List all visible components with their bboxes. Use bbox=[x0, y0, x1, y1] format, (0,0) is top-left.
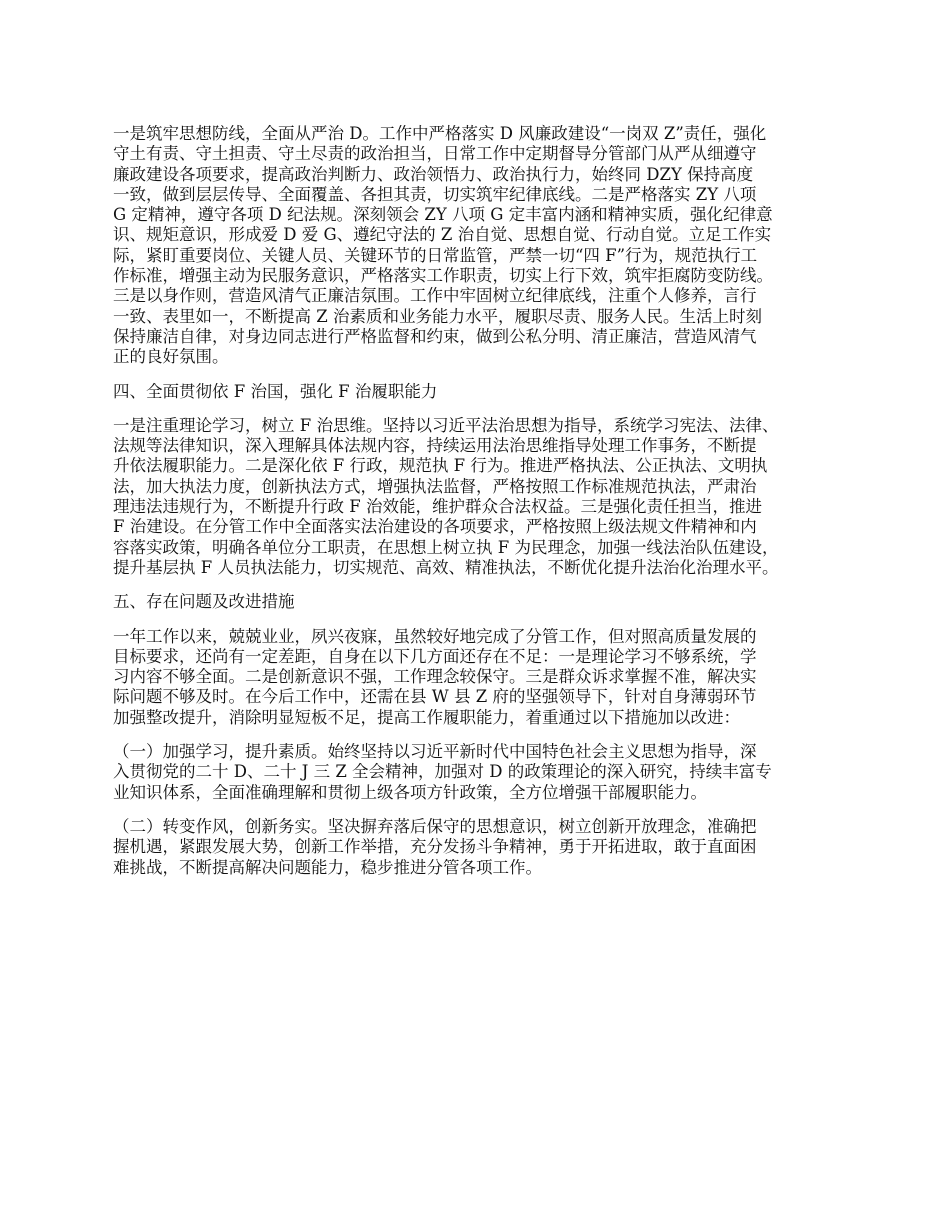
section-heading-rule-of-law: 四、全面贯彻依 F 治国，强化 F 治履职能力 bbox=[113, 381, 438, 401]
section-heading-problems: 五、存在问题及改进措施 bbox=[113, 592, 295, 612]
paragraph-measure-1: （一）加强学习，提升素质。始终坚持以习近平新时代中国特色社会主义思想为指导，深 入贯彻党的二十 D、二十 J 三 Z 全会精神，加强对 D 的政策理论的深入研究，持续丰富专 业知识体系，全面准确理解和贯彻上级各项方针政策，全方位增强干部履职能力。 bbox=[113, 742, 772, 802]
paragraph-measure-2: （二）转变作风，创新务实。坚决摒弃落后保守的思想意识，树立创新开放理念，准确把 握机遇，紧跟发展大势，创新工作举措，充分发扬斗争精神，勇于开拓进取，敢于直面困 难挑战，不断提高解决问题能力，稳步推进分管各项工作。 bbox=[113, 816, 757, 877]
paragraph-discipline: 一是筑牢思想防线，全面从严治 D。工作中严格落实 D 风廉政建设“一岗双 Z”责任，强化 守土有责、守土担责、守土尽责的政治担当，日常工作中定期督导分管部门从严从细遵守 廉政建设各项要求，提高政治判断力、政治领悟力、政治执行力，始终同 DZY 保持高度 一致，做到层层传导、全面覆盖、各担其责，切实筑牢纪律底线。二是严格落实 ZY 八项 G 定精神，遵守各项 D 纪法规。深刻领会 ZY 八项 G 定丰富内涵和精神实质，强化纪律意 识、规矩意识，形成爱 D 爱 G、遵纪守法的 Z 治自觉、思想自觉、行动自觉。立足工作实 际，紧盯重要岗位、关键人员、关键环节的日常监管，严禁一切“四 F”行为，规范执行工 作标准，增强主动为民服务意识，严格落实工作职责，切实上行下效，筑牢拒腐防变防线。 三是以身作则，营造风清气正廉洁氛围。工作中牢固树立纪律底线，注重个人修养，言行 一致、表里如一，不断提高 Z 治素质和业务能力水平，履职尽责、服务人民。生活上时刻 保持廉洁自律，对身边同志进行严格监督和约束，做到公私分明、清正廉洁，营造风清气 正的良好氛围。 bbox=[113, 124, 773, 367]
paragraph-problems: 一年工作以来，兢兢业业，夙兴夜寐，虽然较好地完成了分管工作，但对照高质量发展的 目标要求，还尚有一定差距，自身在以下几方面还存在不足：一是理论学习不够系统，学 习内容不够全面。二是创新意识不强，工作理念较保守。三是群众诉求掌握不准，解决实 际问题不够及时。在今后工作中，还需在县 W 县 Z 府的坚强领导下，针对自身薄弱环节 加强整改提升，消除明显短板不足，提高工作履职能力，着重通过以下措施加以改进： bbox=[113, 626, 757, 727]
paragraph-rule-of-law: 一是注重理论学习，树立 F 治思维。坚持以习近平法治思想为指导，系统学习宪法、法律、 法规等法律知识，深入理解具体法规内容，持续运用法治思维指导处理工作事务，不断提 升依法履职能力。二是深化依 F 行政，规范执 F 行为。推进严格执法、公正执法、文明执 法，加大执法力度，创新执法方式，增强执法监督，严格按照工作标准规范执法，严肃治 理违法违规行为，不断提升行政 F 治效能，维护群众合法权益。三是强化责任担当，推进 F 治建设。在分管工作中全面落实法治建设的各项要求，严格按照上级法规文件精神和内 容落实政策，明确各单位分工职责，在思想上树立执 F 为民理念，加强一线法治队伍建设， 提升基层执 F 人员执法能力，切实规范、高效、精准执法，不断优化提升法治化治理水平。 bbox=[113, 415, 779, 577]
document-page bbox=[113, 124, 851, 892]
